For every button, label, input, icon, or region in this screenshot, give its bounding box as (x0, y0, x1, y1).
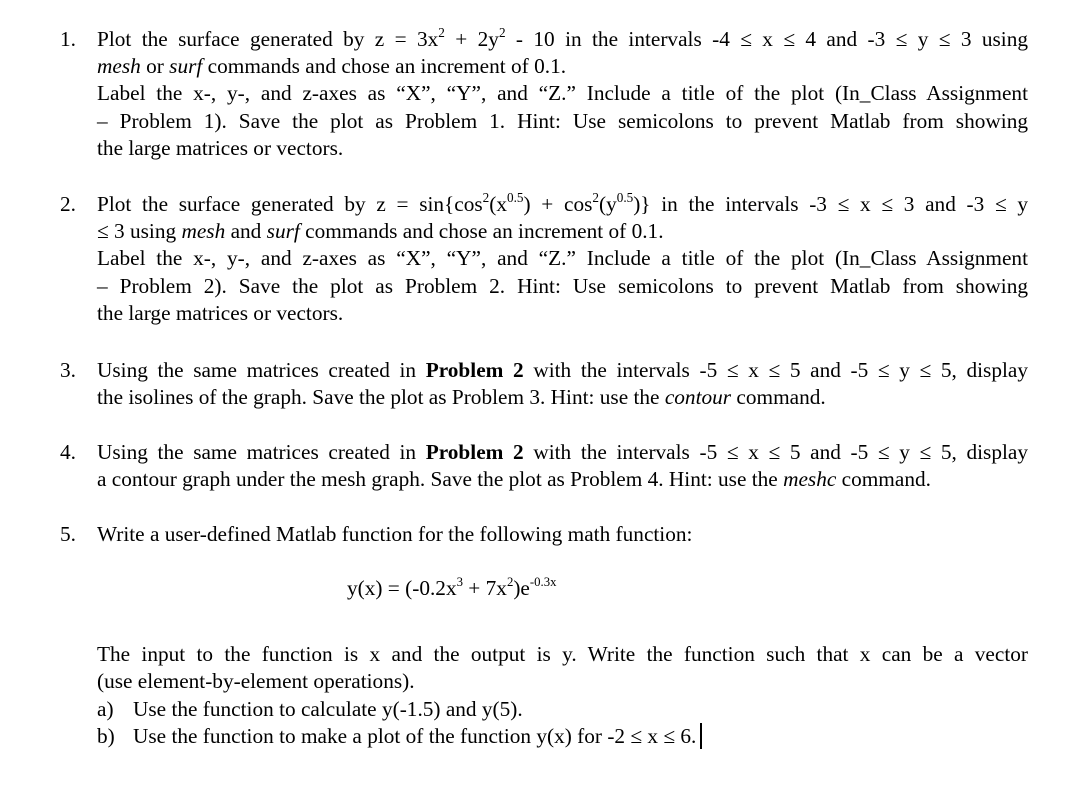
problem-number: 2. (60, 192, 76, 216)
problem-line: Label the x-, y-, and z-axes as “X”, “Y”, and “Z.” Include a title of the plot (In_Class Assignment (97, 81, 1028, 106)
problem-line: the large matrices or vectors. (97, 135, 344, 160)
problem-line: Write a user-defined Matlab function for the following math function: (97, 522, 693, 546)
problem-line: – Problem 2). Save the plot as Problem 2. Hint: Use semicolons to prevent Matlab from showing (97, 273, 1028, 298)
problem-line: The input to the function is x and the output is y. Write the function such that x can be a vector (97, 642, 1028, 666)
problem-5 (60, 521, 1028, 548)
problem-number: 5. (60, 522, 76, 546)
problem-2 (60, 191, 1028, 327)
subpart-text: Use the function to make a plot of the function y(x) for -2 ≤ x ≤ 6. (133, 724, 697, 748)
subpart-a (97, 696, 523, 723)
problem-line: a contour graph under the mesh graph. Save the plot as Problem 4. Hint: use the meshc command. (97, 467, 931, 492)
problem-line: Plot the surface generated by $z = \sin\{\cos^2(x^{0.5}) + \cos^2(y^{0.5})\}$ in the intervals -3 ≤ x ≤ 3 and -3 ≤ y (97, 190, 1029, 216)
text-cursor (700, 723, 702, 749)
problem-number: 4. (60, 440, 76, 464)
problem-line: Using the same matrices created in Problem 2 with the intervals -5 ≤ x ≤ 5 and -5 ≤ y ≤ 5, display (97, 358, 1029, 382)
problem-line: ≤ 3 using mesh and surf commands and chose an increment of 0.1. (97, 219, 664, 244)
subpart-label: a) (97, 697, 114, 721)
problem-number: 3. (60, 358, 76, 382)
problem-3 (60, 357, 1028, 411)
problem-line: Label the x-, y-, and z-axes as “X”, “Y”, and “Z.” Include a title of the plot (In_Class Assignment (97, 246, 1028, 271)
problem-line: the large matrices or vectors. (97, 300, 344, 325)
subpart-text: Use the function to calculate y(-1.5) and y(5). (133, 697, 523, 721)
problem-line: mesh or surf commands and chose an increment of 0.1. (97, 54, 567, 79)
problem-1 (60, 26, 1028, 162)
math-equation: $y(x) = (-0.2x^3 + 7x^2)e^{-0.3x}$ (347, 575, 557, 600)
problem-4 (60, 439, 1028, 493)
problem-line: Using the same matrices created in Problem 2 with the intervals -5 ≤ x ≤ 5 and -5 ≤ y ≤ 5, display (97, 440, 1029, 464)
problem-number: 1. (60, 27, 76, 51)
problem-line: Plot the surface generated by $z = 3x^2 + 2y^2 - 10$ in the intervals -4 ≤ x ≤ 4 and -3 ≤ y ≤ 3 using (97, 25, 1028, 51)
subpart-label: b) (97, 724, 115, 748)
problem-line: – Problem 1). Save the plot as Problem 1. Hint: Use semicolons to prevent Matlab from showing (97, 108, 1028, 133)
problem-line: the isolines of the graph. Save the plot as Problem 3. Hint: use the contour command. (97, 385, 826, 410)
subpart-b (97, 723, 702, 750)
problem-line: (use element-by-element operations). (97, 669, 415, 694)
problem-5-description (97, 641, 1028, 695)
